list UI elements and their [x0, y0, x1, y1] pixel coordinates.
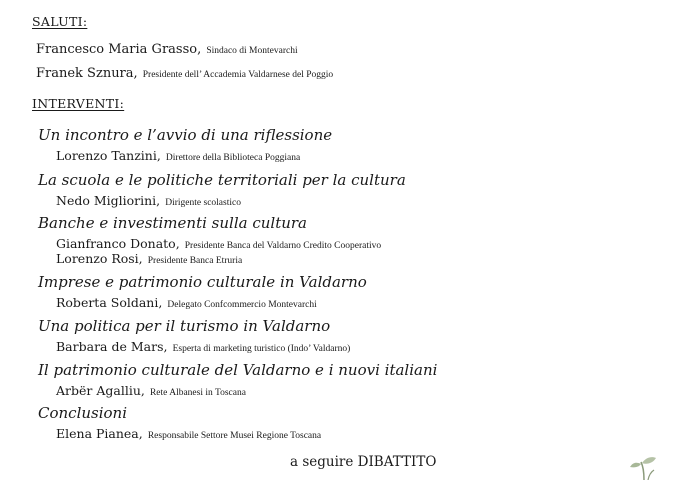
person-name: Lorenzo Tanzini, [56, 148, 161, 163]
person-name: Arbër Agalliu, [56, 383, 145, 398]
speaker-entry [56, 145, 300, 164]
person-name: Gianfranco Donato, [56, 236, 180, 251]
speaker-entry [56, 423, 321, 442]
person-name: Francesco Maria Grasso, [36, 42, 202, 57]
person-role: Sindaco di Montevarchi [206, 46, 298, 56]
talk-title: Banche e investimenti sulla cultura [38, 214, 307, 232]
person-role: Rete Albanesi in Toscana [149, 388, 246, 398]
talk-title: Conclusioni [38, 404, 128, 422]
person-role: Dirigente scolastico [165, 198, 241, 208]
person-name: Barbara de Mars, [56, 339, 168, 354]
person-name: Nedo Migliorini, [56, 193, 161, 208]
person-role: Presidente Banca del Valdarno Credito Cooperativo [184, 241, 382, 251]
talk-title: La scuola e le politiche territoriali per la cultura [38, 171, 406, 189]
person-name: Lorenzo Rosi, [56, 251, 143, 266]
person-role: Presidente Banca Etruria [147, 256, 243, 266]
person-role: Responsabile Settore Musei Regione Toscana [147, 431, 322, 441]
person-name: Elena Pianea, [56, 426, 143, 441]
speaker-entry [56, 292, 317, 311]
person-name: Roberta Soldani, [56, 295, 163, 310]
speaker-entry [56, 380, 246, 399]
person-role: Delegato Confcommercio Montevarchi [167, 300, 317, 310]
person-role: Presidente dell’ Accademia Valdarnese del Poggio [142, 70, 334, 80]
speaker-entry [56, 336, 350, 355]
speaker-entry [56, 248, 242, 267]
closing-note: a seguire DIBATTITO [290, 454, 437, 470]
sprout-icon [626, 452, 666, 484]
talk-title: Il patrimonio culturale del Valdarno e i nuovi italiani [38, 361, 438, 379]
talk-title: Una politica per il turismo in Valdarno [38, 317, 331, 335]
speaker-entry [56, 190, 241, 209]
saluti-entry [36, 62, 333, 81]
talk-title: Un incontro e l’avvio di una riflessione [38, 126, 333, 144]
person-name: Franek Sznura, [36, 66, 138, 81]
section-heading-saluti: SALUTI: [32, 14, 88, 29]
person-role: Esperta di marketing turistico (Indo’ Valdarno) [172, 344, 351, 354]
person-role: Direttore della Biblioteca Poggiana [165, 153, 301, 163]
section-heading-interventi: INTERVENTI: [32, 96, 125, 111]
talk-title: Imprese e patrimonio culturale in Valdarno [38, 273, 367, 291]
saluti-entry [36, 38, 298, 57]
